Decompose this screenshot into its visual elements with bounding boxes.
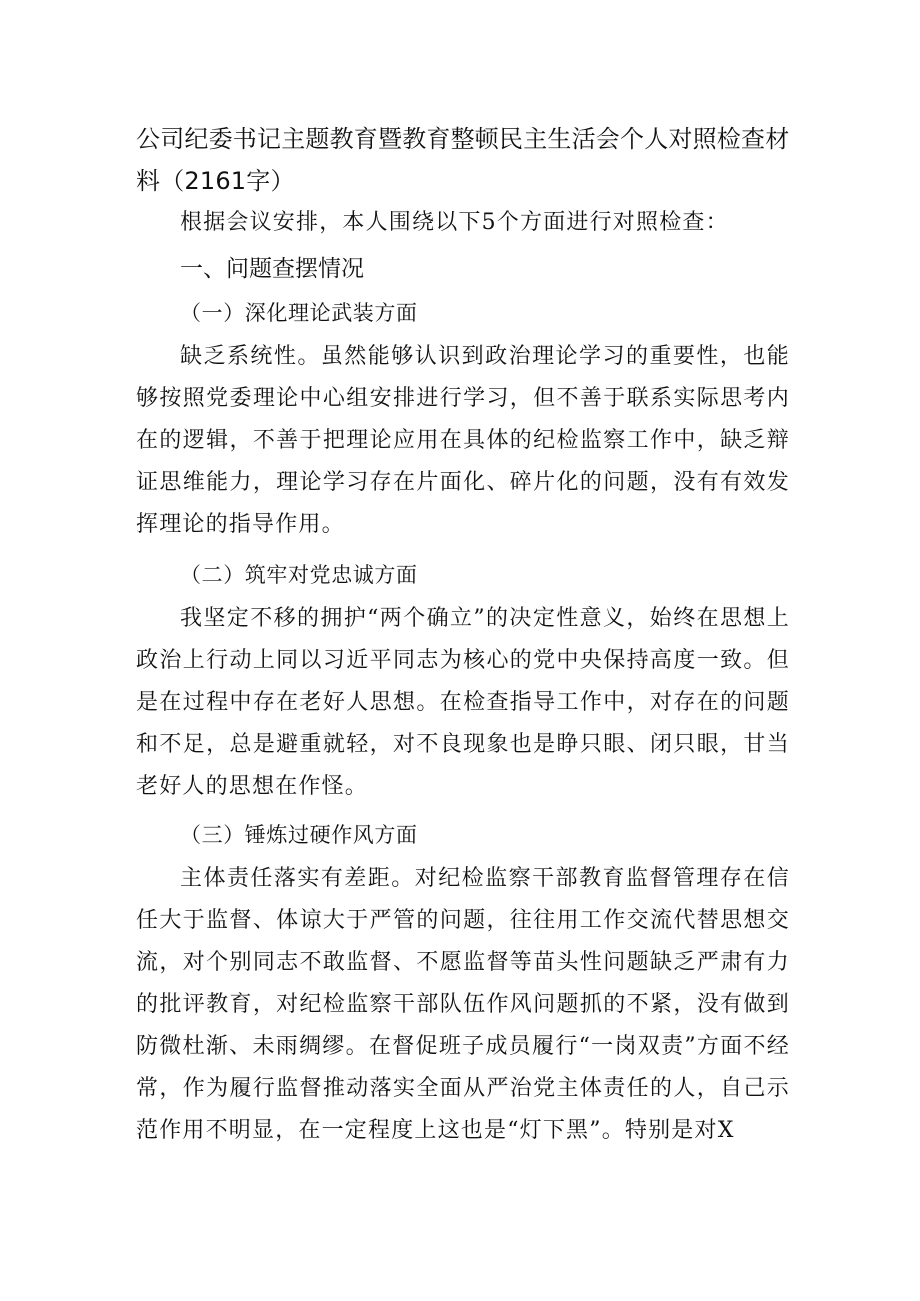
subsection-body-1: 缺乏系统性。虽然能够认识到政治理论学习的重要性，也能够按照党委理论中心组安排进行学习，但不善于联系实际思考内在的逻辑，不善于把理论应用在具体的纪检监察工作中，缺乏辩证思维能力，理论学习存在片面化、碎片化的问题，没有有效发挥理论的指导作用。 xyxy=(136,344,790,537)
section-heading-1: 一、问题查摆情况 xyxy=(180,256,364,282)
subsection-body-2: 我坚定不移的拥护“两个确立”的决定性意义，始终在思想上政治上行动上同以习近平同志为核心的党中央保持高度一致。但是在过程中存在老好人思想。在检查指导工作中，对存在的问题和不足，总是避重就轻，对不良现象也是睁只眼、闭只眼，甘当老好人的思想在作怪。 xyxy=(136,606,790,799)
document-title: 公司纪委书记主题教育暨教育整顿民主生活会个人对照检查材料（2161字） xyxy=(136,125,790,195)
subsection-body-3: 主体责任落实有差距。对纪检监察干部教育监督管理存在信任大于监督、体谅大于严管的问题，往往用工作交流代替思想交流，对个别同志不敢监督、不愿监督等苗头性问题缺乏严肃有力的批评教育，对纪检监察干部队伍作风问题抓的不紧，没有做到防微杜渐、未雨绸缪。在督促班子成员履行“一岗双责”方面不经常，作为履行监督推动落实全面从严治党主体责任的人，自己示范作用不明显，在一定程度上这也是“灯下黑”。特别是对X xyxy=(136,866,790,1143)
subsection-heading-2: （二）筑牢对党忠诚方面 xyxy=(180,563,418,587)
intro-paragraph: 根据会议安排，本人围绕以下5个方面进行对照检查： xyxy=(180,210,729,235)
subsection-heading-3: （三）锤炼过硬作风方面 xyxy=(180,823,418,847)
subsection-heading-1: （一）深化理论武装方面 xyxy=(180,301,418,325)
